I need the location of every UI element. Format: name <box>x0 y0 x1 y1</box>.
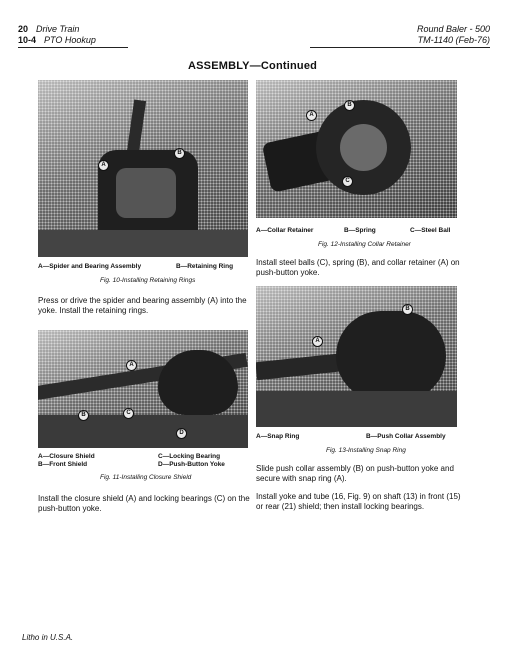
header-left-line-1 <box>18 24 79 35</box>
fig13-legend-b: B—Push Collar Assembly <box>366 433 446 440</box>
fig12-callout-b: B <box>344 100 355 111</box>
fig12-legend-c: C—Steel Ball <box>410 227 451 234</box>
header-manual-title: Round Baler - 500 <box>416 24 490 34</box>
fig10-caption: Fig. 10-Installing Retaining Rings <box>100 277 196 284</box>
fig11-legend-b: B—Front Shield <box>38 461 88 468</box>
fig11-photo <box>38 330 248 448</box>
fig11-body-text: Install the closure shield (A) and locking bearings (C) on the push-button yoke. <box>38 494 250 513</box>
fig11-callout-c: C <box>123 408 134 419</box>
fig11-callout-a: A <box>126 360 137 371</box>
fig13-push-collar <box>336 311 446 401</box>
fig13-caption: Fig. 13-Installing Snap Ring <box>326 447 406 454</box>
fig11-callout-b: B <box>78 410 89 421</box>
fig11-legend-a: A—Closure Shield <box>38 453 95 460</box>
fig11-caption: Fig. 11-Installing Closure Shield <box>100 474 192 481</box>
fig13-body-text-2: Install yoke and tube (16, Fig. 9) on shaft (13) in front (15) or rear (21) shield; then install locking bearings. <box>256 492 461 511</box>
fig12-body-text: Install steel balls (C), spring (B), and collar retainer (A) on push-button yoke. <box>256 258 460 277</box>
fig12-callout-c: C <box>342 176 353 187</box>
fig12-legend-b: B—Spring <box>344 227 376 234</box>
fig10-legend-b: B—Retaining Ring <box>176 263 234 270</box>
fig12-photo <box>256 80 457 218</box>
fig13-body-text-1: Slide push collar assembly (B) on push-button yoke and secure with snap ring (A). <box>256 464 454 483</box>
fig13-photo <box>256 286 457 427</box>
fig11-bench <box>38 415 248 448</box>
page-number: 20 <box>18 24 29 34</box>
header-rule-right <box>310 47 490 48</box>
fig13-callout-b: B <box>402 304 413 315</box>
header-rule-left <box>18 47 128 48</box>
subsection-number: 10-4 <box>18 35 37 45</box>
fig13-bench <box>256 391 457 427</box>
fig12-spring <box>340 124 387 171</box>
fig10-callout-b: B <box>174 148 185 159</box>
fig12-caption: Fig. 12-Installing Collar Retainer <box>318 241 411 248</box>
fig11-callout-d: D <box>176 428 187 439</box>
header-left-line-2 <box>18 35 96 46</box>
fig10-body-text: Press or drive the spider and bearing assembly (A) into the yoke. Install the retaining rings. <box>38 296 247 315</box>
fig13-legend-a: A—Snap Ring <box>256 433 300 440</box>
page-title: ASSEMBLY—Continued <box>188 60 318 72</box>
fig11-legend-d: D—Push-Button Yoke <box>158 461 225 468</box>
fig10-legend-a: A—Spider and Bearing Assembly <box>38 263 142 270</box>
header-manual-number: TM-1140 (Feb-76) <box>417 35 490 45</box>
fig10-spider-bearing <box>116 168 176 218</box>
footer-litho: Litho in U.S.A. <box>22 633 74 642</box>
fig11-closure-shield <box>158 350 238 415</box>
fig13-callout-a: A <box>312 336 323 347</box>
fig10-vise-base <box>38 230 248 257</box>
section-name: Drive Train <box>36 24 80 34</box>
fig11-legend-c: C—Locking Bearing <box>158 453 221 460</box>
fig10-photo <box>38 80 248 257</box>
fig10-callout-a: A <box>98 160 109 171</box>
fig12-legend-a: A—Collar Retainer <box>256 227 314 234</box>
subsection-name: PTO Hookup <box>44 35 96 45</box>
fig12-callout-a: A <box>306 110 317 121</box>
